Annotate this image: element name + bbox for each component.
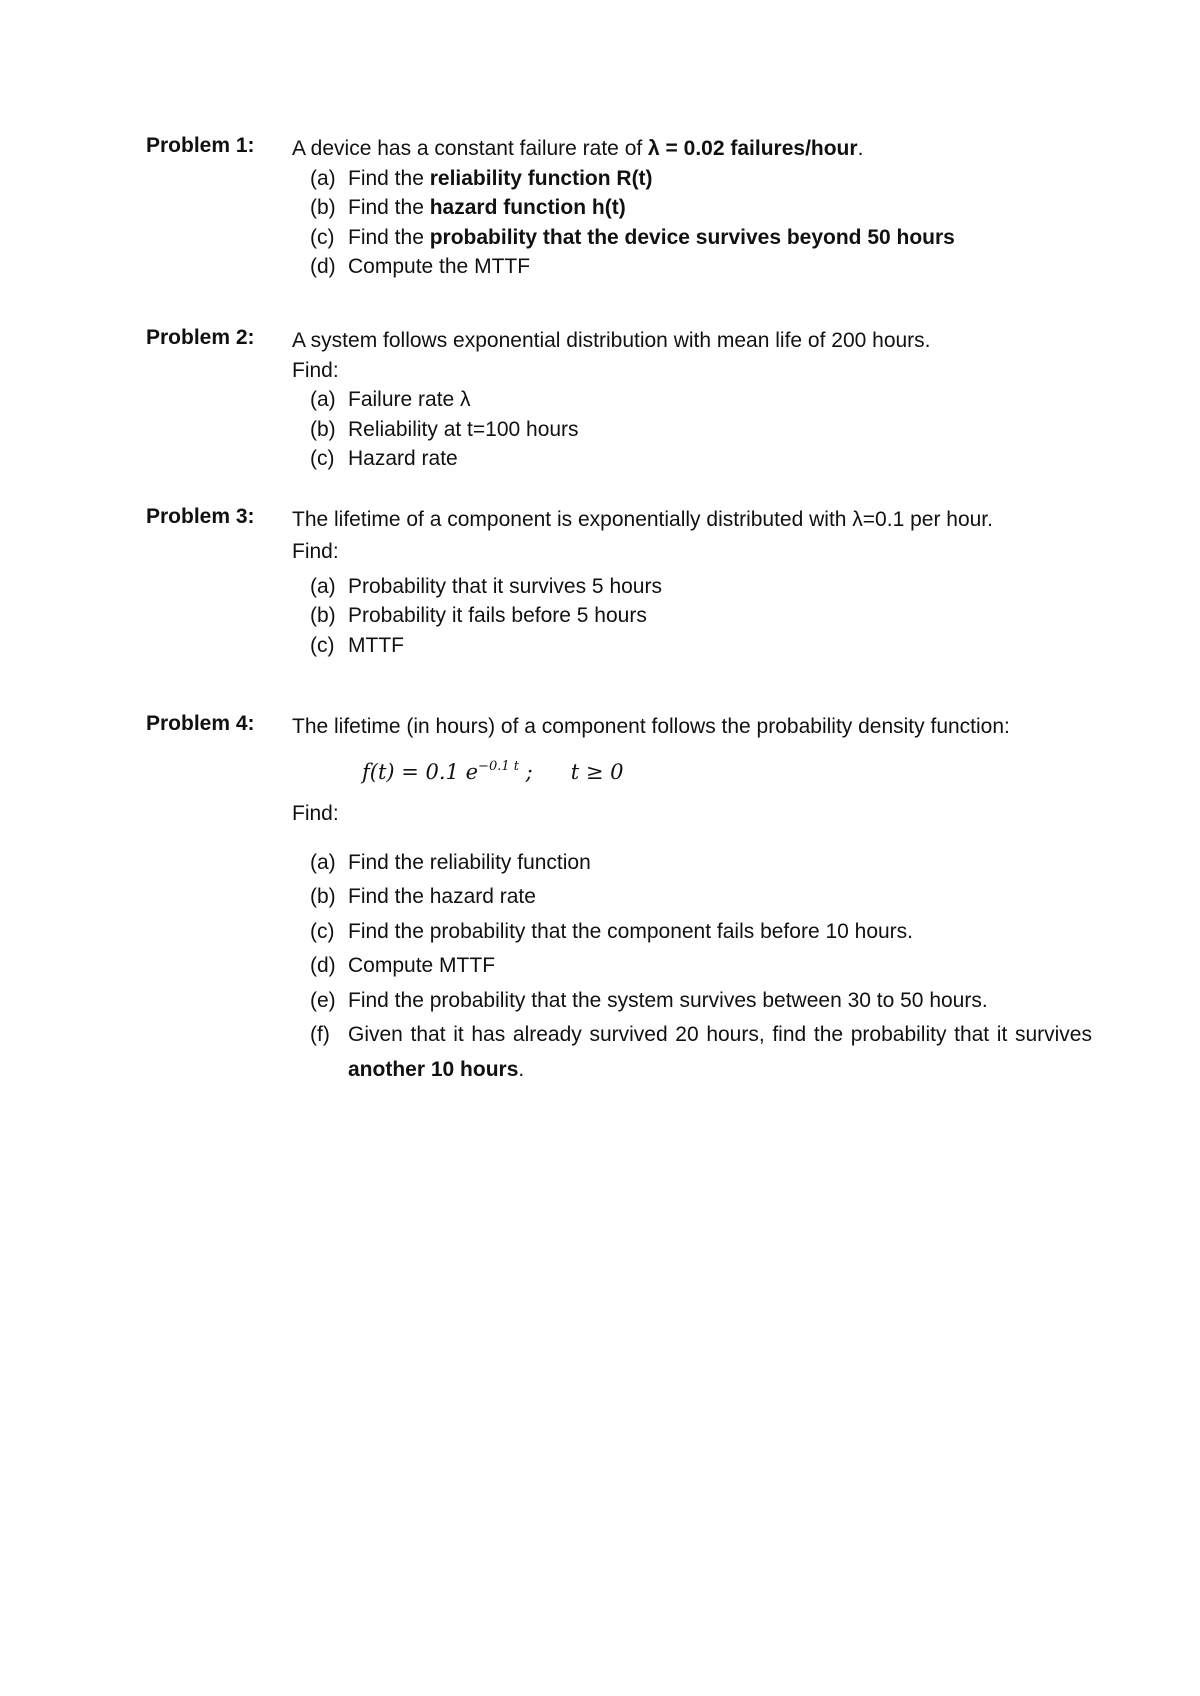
pdf-formula: f(t) = 0.1 $e^{-0.1 t}$ ; t ≥ 0 xyxy=(362,758,624,784)
question-item: (b) Find the hazard function h(t) xyxy=(292,193,1092,223)
problem-label: Problem 2: xyxy=(146,326,255,349)
problem-label: Problem 4: xyxy=(146,712,255,735)
emphasis: λ = 0.02 failures/hour xyxy=(648,137,858,160)
problem-intro: A device has a constant failure rate of λ = 0.02 failures/hour. xyxy=(292,137,864,160)
find-label: Find: xyxy=(292,358,339,382)
item-marker: (b) xyxy=(310,885,336,908)
question-item: (a) Find the reliability function R(t) xyxy=(292,164,1092,194)
item-marker: (c) xyxy=(310,447,335,470)
question-list xyxy=(292,846,1092,1088)
question-item: (a) Failure rate λ xyxy=(292,385,1092,415)
problem-body xyxy=(292,712,1092,1087)
formula-exponent: −0.1 t xyxy=(478,758,519,774)
question-item: (e) Find the probability that the system survives between 30 to 50 hours. xyxy=(292,984,1092,1019)
formula-condition: t ≥ 0 xyxy=(570,759,624,784)
find-label: Find: xyxy=(292,539,339,563)
emphasis: another 10 hours xyxy=(348,1057,519,1081)
item-marker: (a) xyxy=(310,850,336,874)
question-item: (c) MTTF xyxy=(292,631,1092,661)
question-item: (c) Find the probability that the component fails before 10 hours. xyxy=(292,915,1092,950)
item-text: Given that it has already survived 20 hours, find the probability that it survives another 10 hours. xyxy=(348,1023,1092,1081)
question-item: (d) Compute MTTF xyxy=(292,949,1092,984)
question-item: (c) Find the probability that the device survives beyond 50 hours xyxy=(292,223,1092,253)
question-item: (b) Probability it fails before 5 hours xyxy=(292,601,1092,631)
question-item: (b) Reliability at t=100 hours xyxy=(292,415,1092,445)
problem-intro: The lifetime of a component is exponentially distributed with λ=0.1 per hour. xyxy=(292,508,993,531)
problem-label: Problem 1: xyxy=(146,134,255,157)
question-list xyxy=(292,572,1092,661)
item-marker: (f) xyxy=(310,1023,330,1046)
question-list xyxy=(292,164,1092,282)
question-item: (b) Find the hazard rate xyxy=(292,880,1092,915)
problem-body xyxy=(292,326,1092,474)
item-marker: (b) xyxy=(310,196,336,219)
emphasis: reliability function R(t) xyxy=(429,166,653,190)
problem-label: Problem 3: xyxy=(146,505,255,528)
item-marker: (c) xyxy=(310,225,335,249)
find-label: Find: xyxy=(292,801,339,825)
question-item xyxy=(292,1018,1092,1087)
item-marker: (c) xyxy=(310,919,335,943)
item-marker: (b) xyxy=(310,604,336,627)
item-marker: (d) xyxy=(310,954,336,977)
emphasis: probability that the device survives beyond 50 hours xyxy=(429,225,955,249)
question-item: (a) Find the reliability function xyxy=(292,846,1092,881)
item-marker: (c) xyxy=(310,633,335,657)
question-item: (a) Probability that it survives 5 hours xyxy=(292,572,1092,602)
problem-intro: A system follows exponential distribution with mean life of 200 hours. xyxy=(292,329,931,352)
problem-body xyxy=(292,134,1092,282)
item-marker: (b) xyxy=(310,417,336,441)
question-item: (c) Hazard rate xyxy=(292,444,1092,474)
item-marker: (e) xyxy=(310,988,336,1012)
item-marker: (d) xyxy=(310,255,336,278)
problem-intro: The lifetime (in hours) of a component follows the probability density function: xyxy=(292,715,1010,738)
question-list xyxy=(292,385,1092,474)
item-marker: (a) xyxy=(310,388,336,411)
item-marker: (a) xyxy=(310,166,336,190)
item-marker: (a) xyxy=(310,574,336,598)
problem-body xyxy=(292,505,1092,660)
question-item: (d) Compute the MTTF xyxy=(292,252,1092,282)
emphasis: hazard function h(t) xyxy=(429,196,626,219)
